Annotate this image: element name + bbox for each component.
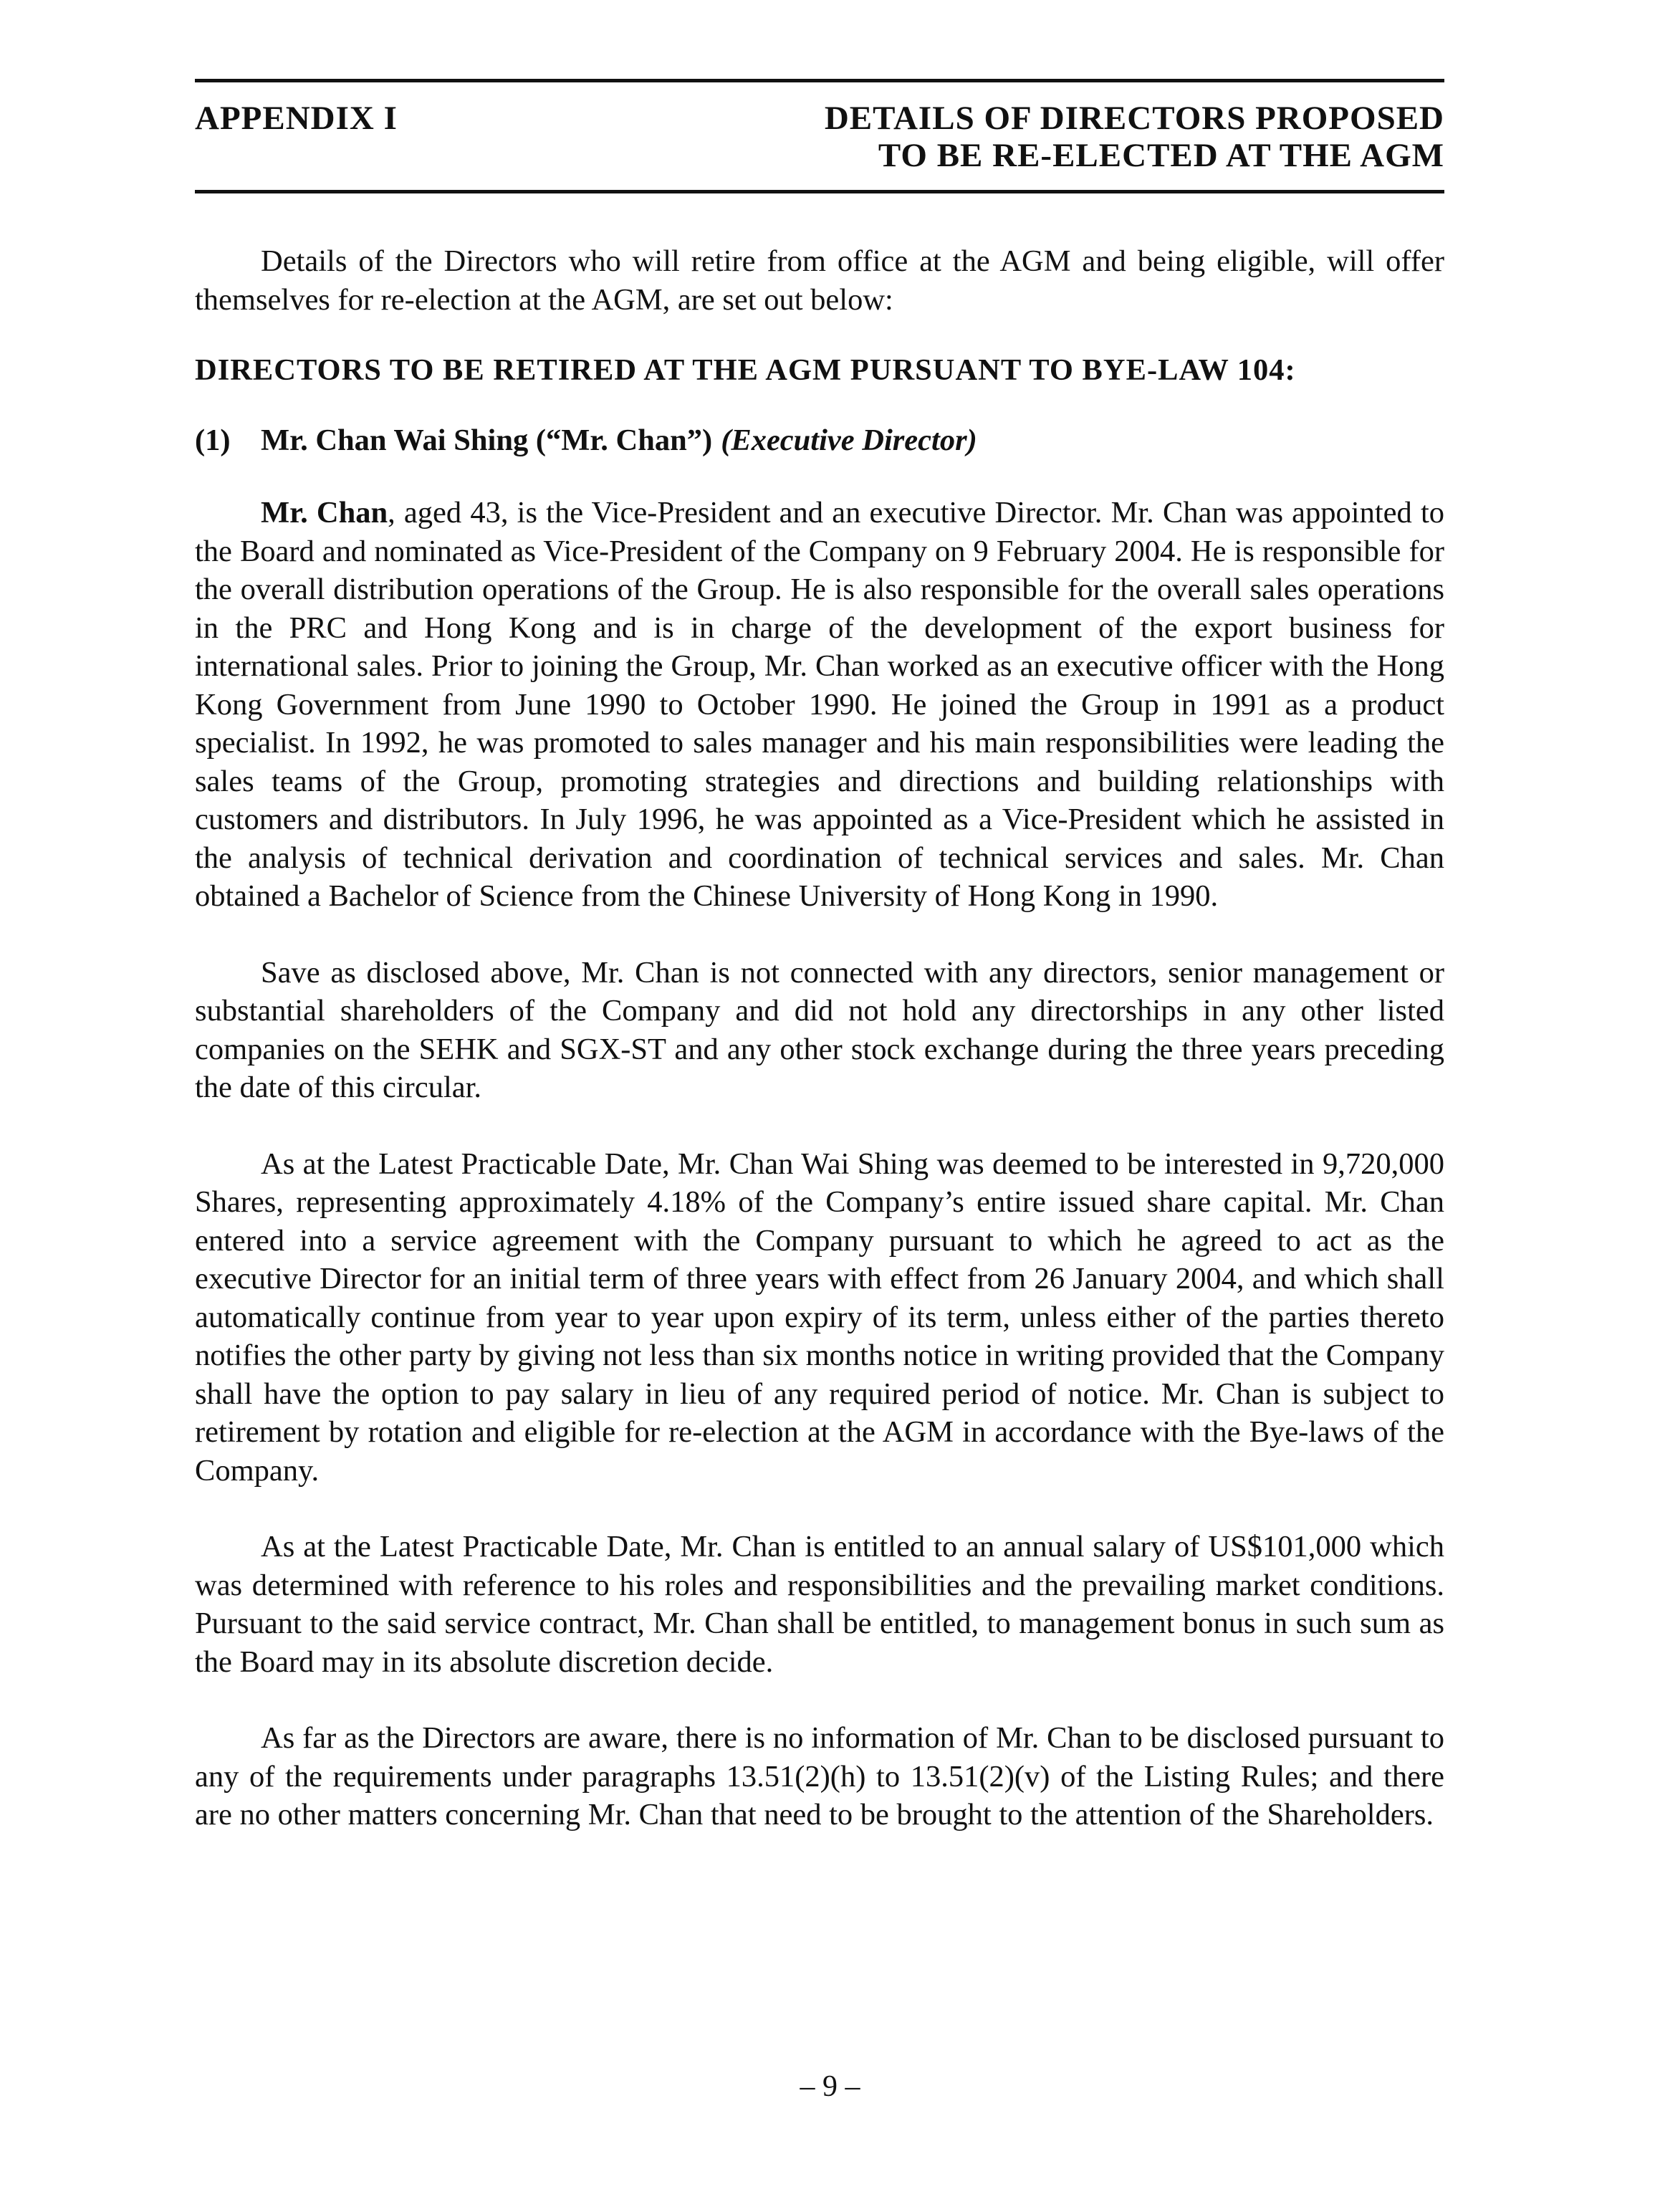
director-heading	[195, 421, 1444, 460]
director-name: Mr. Chan Wai Shing (“Mr. Chan”)	[261, 423, 713, 457]
appendix-label: APPENDIX I	[195, 100, 398, 137]
interests-paragraph: As at the Latest Practicable Date, Mr. Chan Wai Shing was deemed to be interested in 9,720,000 Shares, representing approximately 4.18% of the Company’s entire issued share capital. Mr. Chan entered into a service agreement with the Company pursuant to which he agreed to act as the executive Director for an initial term of three years with effect from 26 January 2004, and which shall automatically continue from year to year upon expiry of its term, unless either of the parties thereto notifies the other party by giving not less than six months notice in writing provided that the Company shall have the option to pay salary in lieu of any required period of notice. Mr. Chan is subject to retirement by rotation and eligible for re-election at the AGM in accordance with the Bye-laws of the Company.	[195, 1146, 1444, 1488]
disclosure-paragraph: Save as disclosed above, Mr. Chan is not connected with any directors, senior management or substantial shareholders of the Company and did not hold any directorships in any other listed companies on the SEHK and SGX-ST and any other stock exchange during the three years preceding the date of this circular.	[195, 955, 1444, 1104]
biography-lead-name: Mr. Chan	[261, 496, 388, 530]
document-body	[195, 242, 1444, 1834]
biography-paragraph	[195, 494, 1444, 916]
biography-text: , aged 43, is the Vice-President and an executive Director. Mr. Chan was appointed to the Board and nominated as Vice-President of the Company on 9 February 2004. He is responsible for the overall distribution operations of the Group. He is also responsible for the overall sales operations in the PRC and Hong Kong and is in charge of the development of the export business for international sales. Prior to joining the Group, Mr. Chan worked as an executive officer with the Hong Kong Government from June 1990 to October 1990. He joined the Group in 1991 as a product specialist. In 1992, he was promoted to sales manager and his main responsibilities were leading the sales teams of the Group, promoting strategies and directions and building relationships with customers and distributors. In July 1996, he was appointed as a Vice-President which he assisted in the analysis of technical derivation and coordination of technical services and sales. Mr. Chan obtained a Bachelor of Science from the Chinese University of Hong Kong in 1990.	[195, 496, 1444, 913]
intro-paragraph: Details of the Directors who will retire from office at the AGM and being eligible, will offer themselves for re-election at the AGM, are set out below:	[195, 244, 1444, 317]
director-number: (1)	[195, 423, 231, 457]
header-title	[825, 100, 1444, 174]
page-number: – 9 –	[800, 2070, 860, 2103]
section-heading: DIRECTORS TO BE RETIRED AT THE AGM PURSUANT TO BYE-LAW 104:	[195, 353, 1296, 387]
header-title-line1: DETAILS OF DIRECTORS PROPOSED	[824, 100, 1444, 137]
listing-rules-paragraph: As far as the Directors are aware, there is no information of Mr. Chan to be disclosed pursuant to any of the requirements under paragraphs 13.51(2)(h) to 13.51(2)(v) of the Listing Rules; and there are no other matters concerning Mr. Chan that need to be brought to the attention of the Shareholders.	[195, 1721, 1444, 1832]
director-role: (Executive Director)	[721, 423, 977, 457]
document-page	[195, 79, 1444, 1834]
header-title-line2: TO BE RE-ELECTED AT THE AGM	[878, 137, 1444, 174]
salary-paragraph: As at the Latest Practicable Date, Mr. Chan is entitled to an annual salary of US$101,000 which was determined with reference to his roles and responsibilities and the prevailing market conditions. Pursuant to the said service contract, Mr. Chan shall be entitled, to management bonus in such sum as the Board may in its absolute discretion decide.	[195, 1530, 1444, 1679]
page-header	[195, 82, 1444, 190]
header-bottom-rule	[195, 190, 1444, 193]
